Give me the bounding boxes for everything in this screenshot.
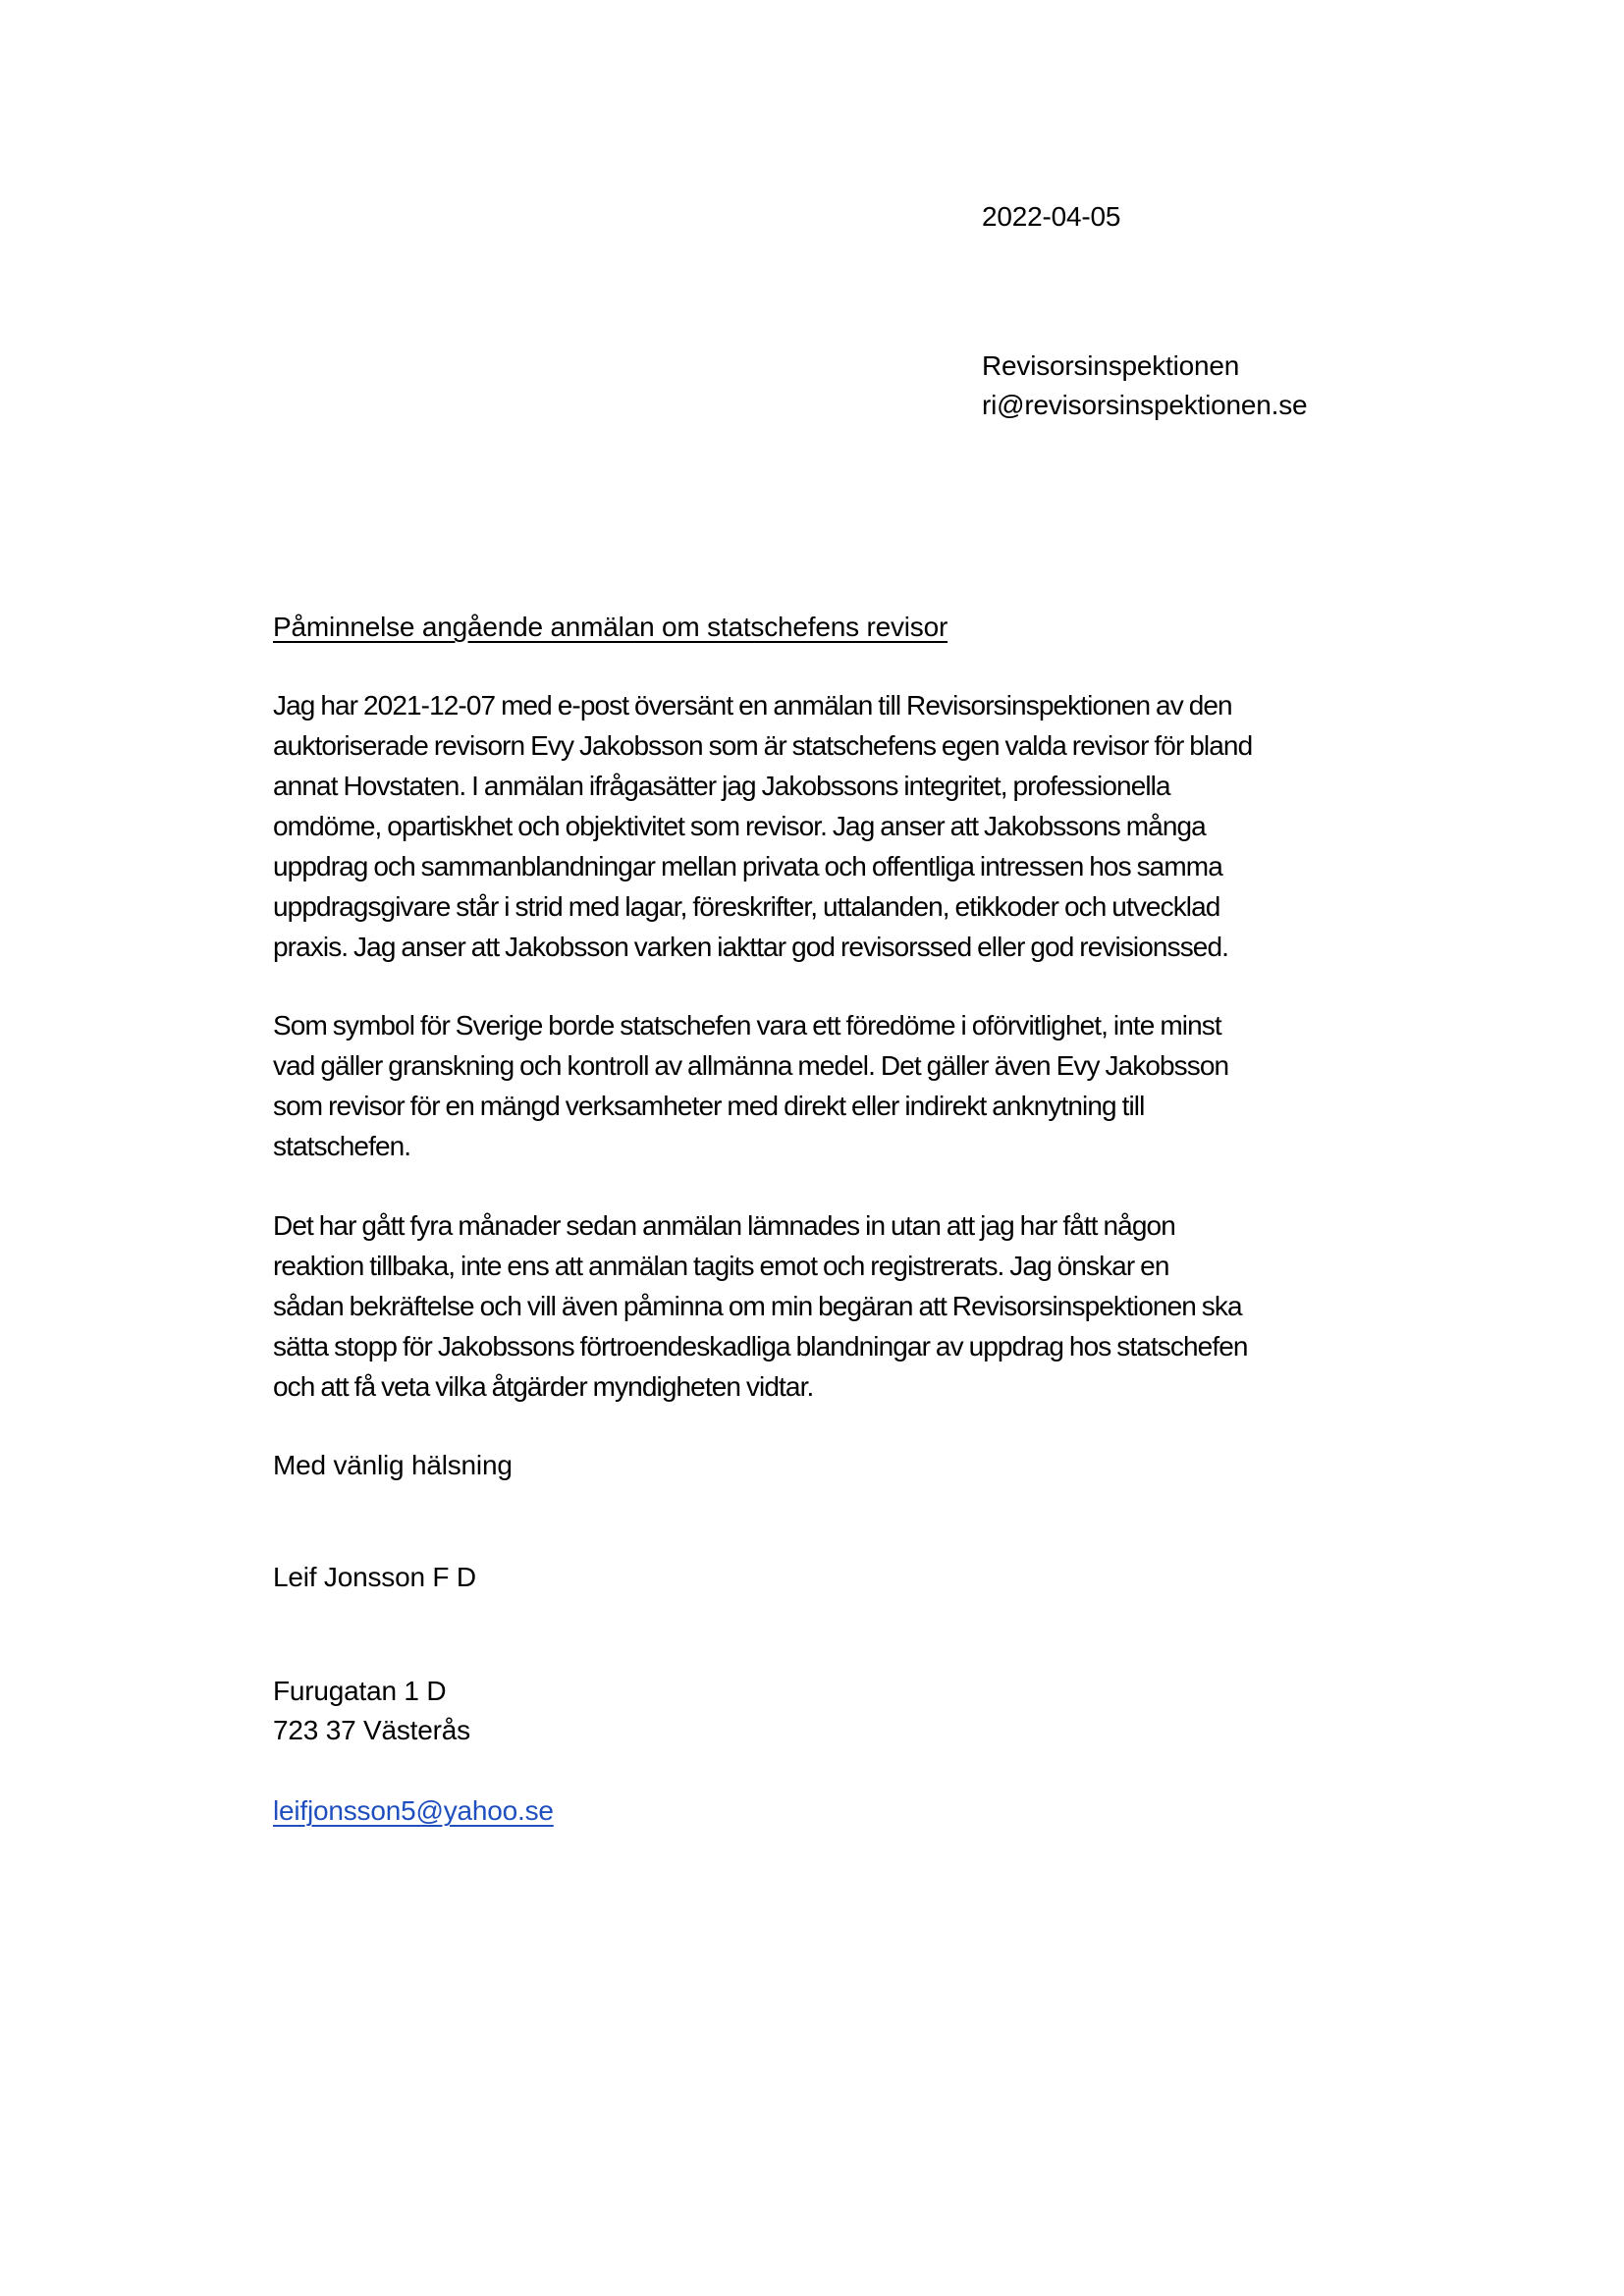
paragraph-line: sätta stopp för Jakobssons förtroendeskadliga blandningar av uppdrag hos statschefen: [273, 1331, 1248, 1362]
paragraph-line: omdöme, opartiskhet och objektivitet som revisor. Jag anser att Jakobssons många: [273, 811, 1206, 841]
paragraph-line: uppdrag och sammanblandningar mellan privata och offentliga intressen hos samma: [273, 851, 1222, 881]
paragraph-line: auktoriserade revisorn Evy Jakobsson som är statschefens egen valda revisor för bland: [273, 730, 1253, 761]
sender-name: Leif Jonsson F D: [273, 1562, 476, 1592]
paragraph-line: och att få veta vilka åtgärder myndigheten vidtar.: [273, 1371, 814, 1402]
sender-postal-city: 723 37 Västerås: [273, 1715, 470, 1745]
closing-salutation: Med vänlig hälsning: [273, 1450, 513, 1480]
paragraph-line: sådan bekräftelse och vill även påminna om min begäran att Revisorsinspektionen ska: [273, 1291, 1242, 1321]
paragraph-line: praxis. Jag anser att Jakobsson varken iakttar god revisorssed eller god revisionssed.: [273, 932, 1229, 962]
paragraph-line: Det har gått fyra månader sedan anmälan lämnades in utan att jag har fått någon: [273, 1210, 1175, 1241]
paragraph-line: som revisor för en mängd verksamheter med direkt eller indirekt anknytning till: [273, 1091, 1145, 1121]
paragraph-line: statschefen.: [273, 1131, 411, 1161]
subject-heading: Påminnelse angående anmälan om statschefens revisor: [273, 612, 948, 642]
paragraph-line: Som symbol för Sverige borde statschefen vara ett föredöme i oförvitlighet, inte minst: [273, 1010, 1221, 1041]
letter-date: 2022-04-05: [982, 201, 1121, 232]
paragraph-line: annat Hovstaten. I anmälan ifrågasätter jag Jakobssons integritet, professionella: [273, 771, 1170, 801]
paragraph-line: Jag har 2021-12-07 med e-post översänt en anmälan till Revisorsinspektionen av den: [273, 690, 1232, 721]
paragraph-line: reaktion tillbaka, inte ens att anmälan tagits emot och registrerats. Jag önskar en: [273, 1251, 1169, 1281]
recipient-email: ri@revisorsinspektionen.se: [982, 390, 1308, 420]
recipient-name: Revisorsinspektionen: [982, 350, 1240, 381]
sender-email-link[interactable]: leifjonsson5@yahoo.se: [273, 1795, 554, 1826]
paragraph-line: vad gäller granskning och kontroll av allmänna medel. Det gäller även Evy Jakobsson: [273, 1050, 1229, 1081]
paragraph-line: uppdragsgivare står i strid med lagar, föreskrifter, uttalanden, etikkoder och utvecklad: [273, 891, 1220, 922]
sender-street: Furugatan 1 D: [273, 1676, 447, 1706]
